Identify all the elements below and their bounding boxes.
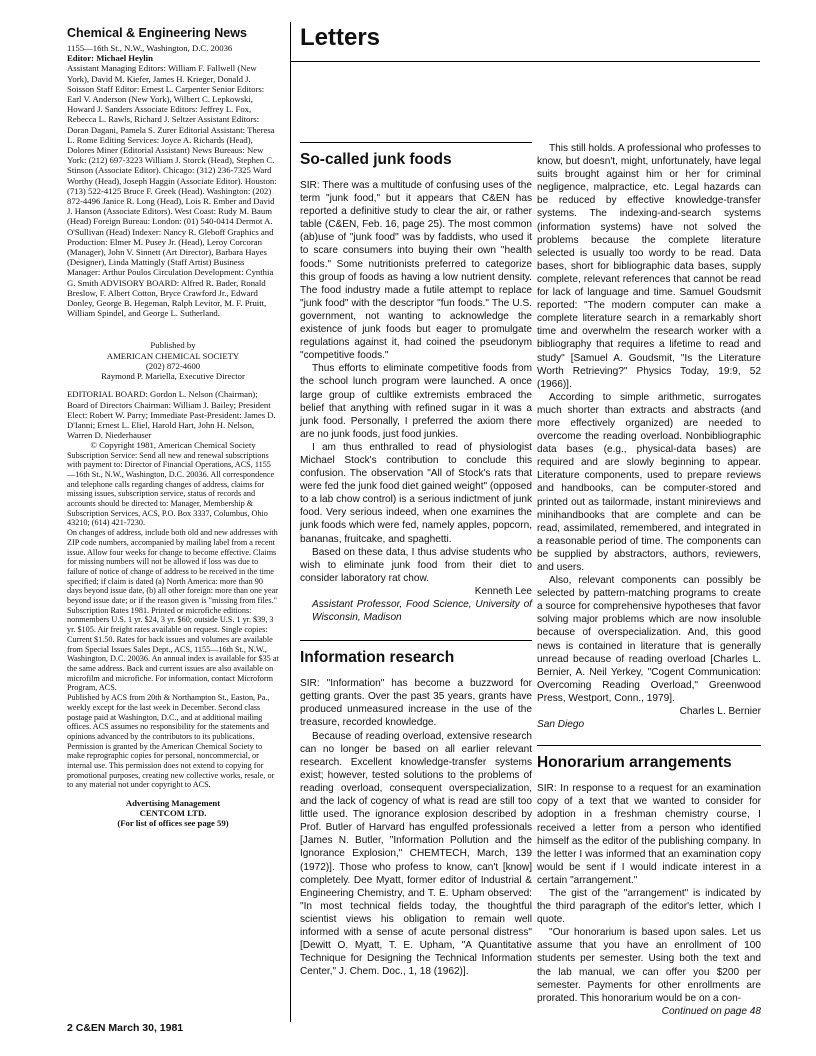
masthead <box>67 26 279 828</box>
letter-paragraph: "Our honorarium is based upon sales. Let us assume that you have an enrollment of 100 students per semester. Using both the text and the lab manual, we can offer you $200 per semester. Payments for other enrollments are prorated. This honorarium would be on a con- <box>537 927 761 1004</box>
adv-line-1: Advertising Management <box>125 798 221 809</box>
letter-paragraph: Also, relevant components can possibly be selected by pattern-matching programs to create a source for comprehensive hypotheses that favor solving major problems which are now insoluble because of overspecialization. And, this good news is contained in literature that is generally unread because of reading overload [Charles L. Bernier, A. Neil Yerkey, "Cogent Communication: Overcoming Reading Overload," Greenwood Press, Westport, Conn., 1979]. <box>537 575 761 704</box>
continued-note: Continued on page 48 <box>661 1005 761 1017</box>
page-folio: 2 C&EN March 30, 1981 <box>67 1022 184 1034</box>
published-by: Published by ACS from 20th & Northampton St., Easton, Pa., weekly except for the last week in December. Second class postage paid at Washington, D.C., and at additional mailing offices. ACS assumes no responsibility for the statements and opinions advanced by the contributors to its publications. <box>67 693 270 741</box>
adv-line-2: CENTCOM LTD. <box>139 808 207 819</box>
letter-paragraph: This still holds. A professional who professes to know, but doesn't, might, unfortunately, have legal suits brought against him or her for criminal negligence, malpractice, etc. Legal hazards can be reduced by effective knowledge-transfer systems. The indexing-and-search systems (information systems) have not solved the problems because the complete literature selected is usually too wordy to be read. Data bases, short for bibliographic data bases, supply complete, relevant references that cannot be read for lack of language and time. Samuel Goudsmit reported: "The modern computer can make a complete literature search in a remarkably short time and overwhelm the research worker with a bibliography that requires a lifetime to read and study" [Samuel A. Goudsmit, "Is the Literature Worth Retrieving?" Physics Today, 19:9, 52 (1966)]. <box>537 143 761 390</box>
adv-line-3: (For list of offices see page 59) <box>117 818 229 829</box>
header-rule <box>290 61 760 62</box>
subscription-rates: Subscription Rates 1981. Printed or microfiche editions: nonmembers U.S. 1 yr. $24, 3 yr. $60; outside U.S. 1 yr. $39, 3 yr. $105. Air freight rates available on request. Single copies: Current $1.50. Rates for back issues and volumes are available from Special Issues Sales Dept., ACS, 1155—16th St., N.W., Washington, D.C. 20036. An annual index is available for $35 at the same address. Back and current issues are also available on microfilm and microfiche. For information, contact Microform Program, ACS. <box>67 605 279 693</box>
letters-column-2 <box>537 142 761 1018</box>
publisher-line-3: (202) 872-4600 <box>145 360 201 371</box>
letter-heading-junk-foods: So-called junk foods <box>300 142 532 169</box>
advertising-management <box>67 798 279 828</box>
letter-paragraph: Because of reading overload, extensive research can no longer be based on all earlier relevant research. Excellent knowledge-transfer systems exist; however, tested solutions to the problems of reading overload, consequent overspecialization, and the lack of cogency of what is read are still too little used. The ignorance explosion described by Prof. Butler of Harvard has engulfed professionals [James N. Butler, "Information Pollution and the Ignorance Explosion," CHEMTECH, March, 139 (1972)]. Those who profess to know, can't [know] completely. Dee Myatt, former editor of Industrial & Engineering Chemistry, and T. E. Upham observed: "In most technical fields today, the thoughtful scientist views his obligation to remain well informed with a sense of acute personal distress" [Dewitt O. Myatt, T. E. Upham, "A Quantitative Technique for Designing the Technical Information Center," J. Chem. Doc., 1, 18 (1962)]. <box>300 730 532 978</box>
letters-column-1 <box>300 142 532 978</box>
masthead-staff: Assistant Managing Editors: William F. Fallwell (New York), David M. Kiefer, James H. Krieger, Donald J. Soisson Staff Editor: Ernest L. Carpenter Senior Editors: Earl V. Anderson (New York), Wilbert C. Lepkowski, Howard J. Sanders Associate Editors: Jeffrey L. Fox, Rebecca L. Rawls, Richard J. Seltzer Assistant Editors: Doran Dagani, Pamela S. Zurer Editorial Assistant: Theresa L. Rome Editing Services: Joyce A. Richards (Head), Dolores Miner (Editorial Assistant) News Bureaus: New York: (212) 697-3223 William J. Storck (Head), Stephen C. Stinson (Associate Editor). Chicago: (312) 236-7325 Ward Worthy (Head), Joseph Haggin (Associate Editor). Houston: (713) 522-4125 Bruce F. Greek (Head). Washington: (202) 872-4496 Janice R. Long (Head), Lois R. Ember and David J. Hanson (Associate Editors). West Coast: Rudy M. Baum (Head) Foreign Bureau: London: (01) 540-0414 Dermot A. O'Sullivan (Head) Indexer: Nancy R. Gleboff Graphics and Production: Elmer M. Pusey Jr. (Head), Leroy Corcoran (Manager), John V. Sinnett (Art Director), Barbara Hayes (Designer), Linda Mattingly (Staff Artist) Business Manager: Arthur Poulos Circulation Development: Cynthia G. Smith ADVISORY BOARD: Alfred R. Bader, Ronald Breslow, F. Albert Cotton, Bryce Crawford Jr., Edward Donley, George B. Hegeman, Ralph Levitor, M. F. Pruitt, William Spindel, and George L. Sutherland. <box>67 63 277 319</box>
letter-heading-information-research: Information research <box>300 640 532 667</box>
masthead-editor: Editor: Michael Heylin <box>67 53 153 64</box>
signature-affiliation: Assistant Professor, Food Science, University of Wisconsin, Madison <box>312 599 532 624</box>
masthead-address: 1155—16th St., N.W., Washington, D.C. 20036 <box>67 43 233 53</box>
signature-name: Kenneth Lee <box>474 585 532 597</box>
subscription-service: Subscription Service: Send all new and renewal subscriptions with payment to: Director of Financial Operations, ACS, 1155—16th St., N.W., Washington, D.C. 20036. All correspondence and telephone calls regarding changes of address, claims for missing issues, subscription service, status of records and accounts should be directed to: Manager, Membership & Subscription Services, ACS, P.O. Box 3337, Columbus, Ohio 43210; (614) 421-7230. <box>67 450 275 528</box>
letter-heading-honorarium: Honorarium arrangements <box>537 745 761 772</box>
letter-paragraph: According to simple arithmetic, surrogates much shorter than extracts and abstracts (and more effectively organized) are needed to overcome the reading overload. Nonbibliographic data bases (e.g., physical-data bases) are required and are slowly beginning to appear. Literature components, used to prepare reviews and handbooks, can be computer-stored and printed out as tailormade, instant minireviews and minihandbooks that are complete and can be read, assimilated, remembered, and integrated in a reasonable period of time. The components can be supplied by abstractors, authors, reviewers, and users. <box>537 391 761 573</box>
letter-paragraph: I am thus enthralled to read of physiologist Michael Stock's contribution to conclude this confusion. The observation "All of Stock's rats that were fed the junk food diet gained weight" (opposed to a lab chow control) is a serious indictment of junk food. Very serious indeed, when one examines the junk foods which were fed, namely apples, popcorn, bananas, fruitcake, and spaghetti. <box>300 441 532 545</box>
letter-paragraph: The gist of the "arrangement" is indicated by the third paragraph of the editor's letter, which I quote. <box>537 887 761 926</box>
publisher-line-4: Raymond P. Mariella, Executive Director <box>101 371 245 382</box>
letter-paragraph: SIR: In response to a request for an examination copy of a text that we wanted to consider for adoption in a freshman chemistry course, I received a letter from a person who identified himself as the editor of the publishing company. In the letter I was informed that an examination copy would be sent if I would indicate interest in a certain "arrangement." <box>537 783 761 886</box>
signature-affiliation: San Diego <box>537 719 585 731</box>
magazine-title: Chemical & Engineering News <box>67 26 247 40</box>
section-title: Letters <box>300 24 381 51</box>
letter-paragraph: Thus efforts to eliminate competitive foods from the school lunch program were launched. A once large group of cultlike extremists embraced the belief that anything with refined sugar in it was a junk food. Personally, I preferred the axiom there are no junk foods, just food junkies. <box>300 363 532 440</box>
publisher-line-2: AMERICAN CHEMICAL SOCIETY <box>106 350 240 361</box>
letter-paragraph: Based on these data, I thus advise students who wish to eliminate junk food from their diet to consider laboratory rat chow. <box>300 546 532 584</box>
permission-notice: Permission is granted by the American Chemical Society to make reprographic copies for personal, noncommercial, or internal use. This permission does not extend to copying for promotional purposes, creating new collective works, resale, or to any material not under copyright to ACS. <box>67 741 275 790</box>
signature-name: Charles L. Bernier <box>679 706 761 718</box>
address-changes: On changes of address, include both old and new addresses with ZIP code numbers, accompanied by mailing label from a recent issue. Allow four weeks for change to become effective. Claims for missing numbers will not be allowed if loss was due to failure of notice of change of address to be received in the time specified; if claim is dated (a) North America: more than 90 days beyond issue date, (b) all other foreign: more than one year beyond issue date; or if the reason given is "missing from files." <box>67 528 278 606</box>
editorial-board: EDITORIAL BOARD: Gordon L. Nelson (Chairman); Board of Directors Chairman: William J. Bailey; President Elect: Robert W. Parry; Immediate Past-President: James D. D'Ianni; Ernest L. Eliel, Harold Hart, John H. Nelson, Warren D. Niederhauser <box>67 389 276 441</box>
letter-paragraph: SIR: "Information" has become a buzzword for getting grants. Over the past 35 years, grants have produced unmeasured increase in the use of the treasure, recorded knowledge. <box>300 678 532 729</box>
copyright: © Copyright 1981, American Chemical Society <box>90 440 256 451</box>
column-divider <box>290 22 291 1022</box>
publisher-line-1: Published by <box>150 340 196 351</box>
letter-paragraph: SIR: There was a multitude of confusing uses of the term "junk food," but it appears that C&EN has reported a definitive study to clear the air, or rather table (C&EN, Feb. 16, page 25). The most common (ab)use of "junk food" was by faddists, who used it to scare consumers into buying their own "health foods." Some nutritionists preferred to categorize this group of foods as having a low nutrient density. The food industry made a futile attempt to replace "junk food" with the descriptor "fun foods." The U.S. government, not wanting to acknowledge the existence of junk foods but eager to promulgate regulations against it, had coined the pseudonym "competitive foods." <box>300 180 532 362</box>
